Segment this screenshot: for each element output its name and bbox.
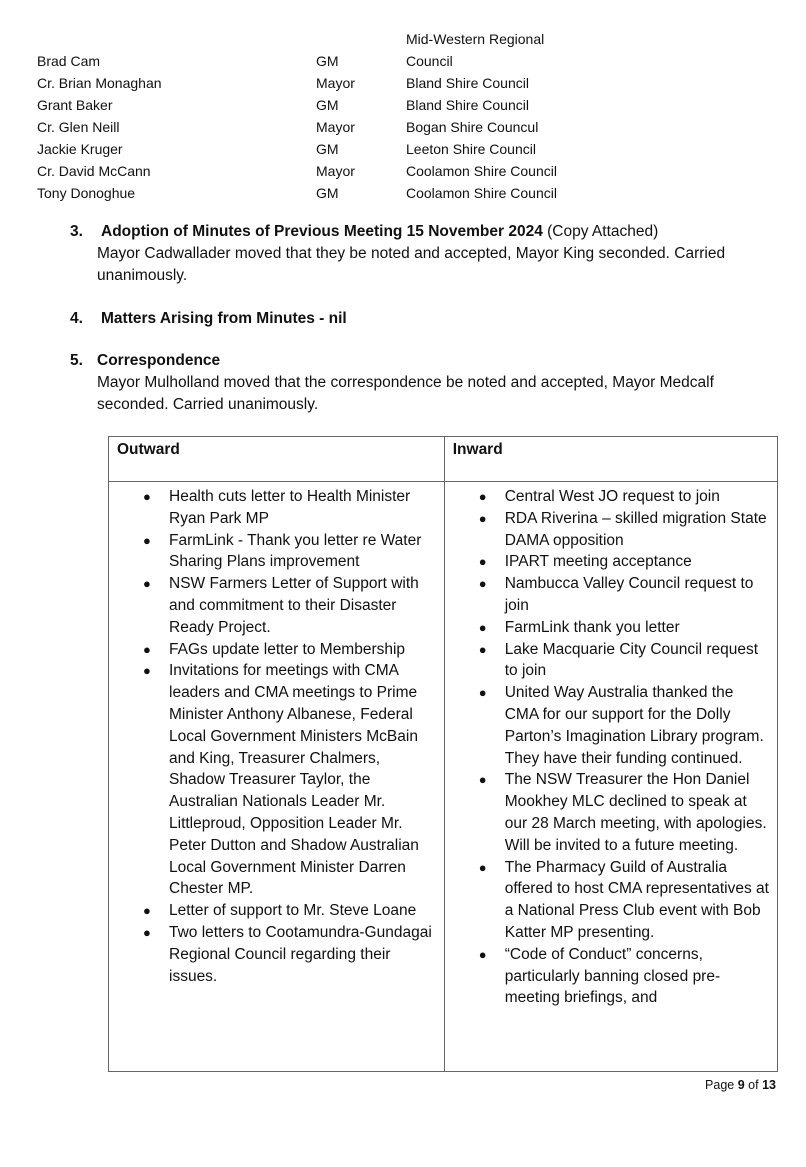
- bullet-icon: ●: [143, 532, 151, 548]
- bullet-icon: ●: [143, 576, 151, 592]
- attendee-org: Leeton Shire Council: [406, 141, 536, 157]
- attendee-org: Bogan Shire Councul: [406, 119, 539, 135]
- inward-item-text: RDA Riverina – skilled migration State DAMA opposition: [504, 509, 767, 549]
- bullet-icon: ●: [478, 510, 487, 526]
- inward-item: [445, 944, 777, 1009]
- page-of: of: [748, 1078, 759, 1092]
- inward-item: [445, 508, 777, 552]
- outward-item: [109, 900, 444, 922]
- outward-item: [109, 660, 444, 900]
- attendee-org-line1: Mid-Western Regional: [406, 31, 545, 47]
- correspondence-body-row: [109, 482, 778, 1072]
- attendee-org: [406, 28, 596, 72]
- attendee-name: Jackie Kruger: [37, 141, 123, 157]
- bullet-icon: ●: [143, 489, 151, 504]
- outward-item-text: Two letters to Cootamundra-Gundagai Regional Council regarding their issues.: [169, 923, 432, 985]
- inward-item: [445, 857, 777, 944]
- bullet-icon: ●: [143, 903, 151, 919]
- bullet-icon: ●: [478, 576, 487, 592]
- attendee-name: Tony Donoghue: [37, 185, 136, 201]
- attendee-name: Cr. Glen Neill: [37, 119, 120, 135]
- bullet-icon: ●: [478, 772, 487, 788]
- inward-item-text: FarmLink thank you letter: [504, 618, 680, 636]
- section-3-number: 3.: [70, 223, 83, 240]
- bullet-icon: ●: [143, 641, 151, 657]
- inward-list: [445, 482, 777, 1009]
- inward-item: [445, 639, 777, 683]
- attendee-role: Mayor: [316, 75, 355, 91]
- inward-item-text: Central West JO request to join: [504, 488, 720, 505]
- inward-item: [445, 486, 777, 508]
- attendee-row: [37, 28, 597, 72]
- section-3-title: Adoption of Minutes of Previous Meeting 15 November 2024: [101, 223, 543, 240]
- inward-item-text: IPART meeting acceptance: [504, 553, 692, 571]
- outward-list: [109, 482, 444, 987]
- correspondence-table: [108, 436, 778, 1072]
- bullet-icon: ●: [478, 859, 487, 875]
- attendee-row: [37, 182, 597, 204]
- attendee-role: GM: [316, 53, 339, 69]
- inward-header: Inward: [444, 437, 777, 482]
- section-5-number: 5.: [70, 352, 83, 369]
- inward-item: [445, 551, 777, 573]
- bullet-icon: ●: [143, 924, 151, 940]
- attendee-row: [37, 72, 597, 94]
- attendee-role: Mayor: [316, 119, 355, 135]
- attendee-name: Grant Baker: [37, 97, 113, 113]
- attendee-name: Cr. Brian Monaghan: [37, 75, 162, 91]
- outward-item-text: NSW Farmers Letter of Support with and commitment to their Disaster Ready Project.: [169, 575, 419, 636]
- outward-item: [109, 922, 444, 987]
- outward-cell: [109, 482, 445, 1072]
- inward-item-text: The Pharmacy Guild of Australia offered to host CMA representatives at a National Press Club event with Bob Katter MP presenting.: [504, 858, 769, 941]
- attendee-role: GM: [316, 185, 339, 201]
- bullet-icon: ●: [478, 489, 487, 504]
- inward-item: [445, 682, 777, 769]
- bullet-icon: ●: [478, 685, 487, 701]
- inward-cell: [444, 482, 777, 1072]
- attendee-row: [37, 138, 597, 160]
- outward-item-text: FAGs update letter to Membership: [169, 640, 406, 658]
- attendee-org-line2: Council: [406, 53, 453, 69]
- section-3-body: Mayor Cadwallader moved that they be noted and accepted, Mayor King seconded. Carried unanimously.: [97, 245, 726, 284]
- attendee-name: Brad Cam: [37, 53, 101, 69]
- attendee-role: Mayor: [316, 163, 355, 179]
- inward-item-text: Nambucca Valley Council request to join: [504, 575, 754, 614]
- outward-item: [109, 486, 444, 530]
- section-5-title: Correspondence: [97, 352, 221, 369]
- outward-item: [109, 530, 444, 574]
- page-label: Page: [705, 1078, 735, 1092]
- attendee-org: Bland Shire Council: [406, 75, 529, 91]
- outward-item-text: FarmLink - Thank you letter re Water Sharing Plans improvement: [169, 531, 422, 571]
- correspondence-header-row: [109, 437, 778, 482]
- outward-item: [109, 573, 444, 638]
- inward-item: [445, 617, 777, 639]
- page-current: 9: [737, 1078, 745, 1092]
- page-number: [705, 1078, 776, 1092]
- outward-item-text: Invitations for meetings with CMA leaders and CMA meetings to Prime Minister Anthony Albanese, Federal Local Government Ministers McBain and King, Treasurer Chalmers, Shadow Treasurer Taylor, the Australian Nationals Leader Mr. Littleproud, Opposition Leader Mr. Peter Dutton and Shadow Australian Local Government Minister Darren Chester MP.: [169, 662, 419, 898]
- bullet-icon: ●: [478, 946, 487, 962]
- section-4-heading: [101, 308, 347, 330]
- attendee-row: [37, 116, 597, 138]
- bullet-icon: ●: [143, 663, 151, 679]
- page-total: 13: [762, 1078, 776, 1092]
- attendee-org: Bland Shire Council: [406, 97, 529, 113]
- inward-item-text: “Code of Conduct” concerns, particularly banning closed pre-meeting briefings, and: [504, 945, 721, 1007]
- bullet-icon: ●: [478, 554, 487, 570]
- attendee-role: GM: [316, 97, 339, 113]
- outward-item: [109, 639, 444, 661]
- outward-header: Outward: [109, 437, 445, 482]
- section-5-body: Mayor Mulholland moved that the correspondence be noted and accepted, Mayor Medcalf seconded. Carried unanimously.: [97, 374, 714, 413]
- attendee-org: Coolamon Shire Council: [406, 163, 557, 179]
- inward-item: [445, 573, 777, 617]
- attendee-name: Cr. David McCann: [37, 163, 151, 179]
- section-3-heading: [101, 221, 658, 243]
- attendee-row: [37, 160, 597, 182]
- section-4-title: Matters Arising from Minutes - nil: [101, 310, 347, 327]
- section-3-title-suffix: (Copy Attached): [542, 223, 659, 240]
- attendee-org: Coolamon Shire Council: [406, 185, 557, 201]
- attendee-role: GM: [316, 141, 339, 157]
- bullet-icon: ●: [478, 641, 487, 657]
- attendee-list: [37, 28, 597, 204]
- inward-item-text: United Way Australia thanked the CMA for our support for the Dolly Parton’s Imagination Library program. They have their funding continued.: [504, 684, 764, 767]
- inward-item-text: Lake Macquarie City Council request to join: [504, 640, 759, 680]
- section-4-number: 4.: [70, 310, 83, 327]
- outward-item-text: Health cuts letter to Health Minister Ryan Park MP: [169, 488, 411, 527]
- section-5-heading: [97, 350, 220, 372]
- bullet-icon: ●: [478, 619, 487, 635]
- inward-item-text: The NSW Treasurer the Hon Daniel Mookhey MLC declined to speak at our 28 March meeting, with apologies. Will be invited to a future meeting.: [504, 771, 767, 854]
- outward-item-text: Letter of support to Mr. Steve Loane: [169, 902, 417, 920]
- inward-item: [445, 769, 777, 856]
- attendee-row: [37, 94, 597, 116]
